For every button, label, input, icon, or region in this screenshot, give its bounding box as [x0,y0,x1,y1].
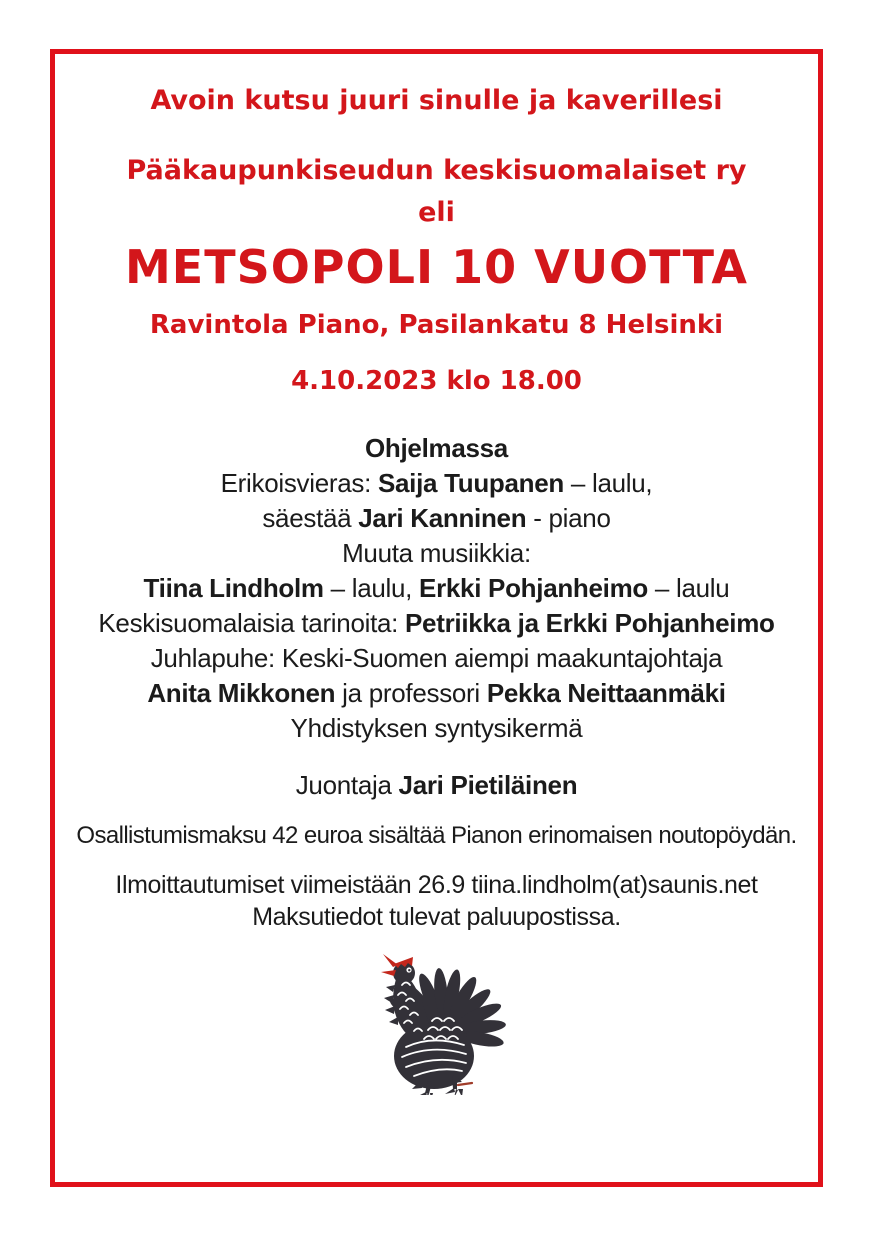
program-text: säestää [262,503,359,533]
person-name: Erkki Pohjanheimo [419,573,648,603]
program-heading: Ohjelmassa [365,433,508,463]
person-name: Pekka Neittaanmäki [486,678,726,708]
program-text: – laulu [648,573,730,603]
program-text: Yhdistyksen syntysikermä [290,713,583,743]
program-text: Keskisuomalaisia tarinoita: [98,608,406,638]
program-text: – laulu, [563,468,653,498]
program-text: ja professori [335,678,487,708]
venue-address: Ravintola Piano, Pasilankatu 8 Helsinki [149,310,724,340]
host-label: Juontaja [295,770,399,800]
person-name: Anita Mikkonen [147,678,336,708]
event-title: METSOPOLI 10 VUOTTA [125,240,748,294]
program-text: – laulu, [323,573,420,603]
program-line-speakers [55,676,818,711]
program-line-singers [55,571,818,606]
person-name: Petriikka ja Erkki Pohjanheimo [405,608,775,638]
program-text: - piano [526,503,611,533]
host-line [55,768,818,803]
registration-block [55,869,818,933]
person-name: Jari Pietiläinen [398,770,578,800]
event-datetime: 4.10.2023 klo 18.00 [291,366,582,396]
person-name: Tiina Lindholm [143,573,324,603]
organization-name: Pääkaupunkiseudun keskisuomalaiset ry [126,155,747,186]
program-line-accompanist [55,501,818,536]
program-text: Juhlapuhe: Keski-Suomen aiempi maakuntajohtaja [150,643,723,673]
program-line-speech [55,641,818,676]
program-line-special-guest [55,466,818,501]
capercaillie-logo-image [55,943,818,1095]
payment-info-line: Maksutiedot tulevat paluupostissa. [252,903,621,931]
participation-fee-line: Osallistumismaksu 42 euroa sisältää Pianon erinomaisen noutopöydän. [76,822,797,849]
person-name: Saija Tuupanen [377,468,564,498]
program-text: Muuta musiikkia: [342,538,531,568]
program-line-stories [55,606,818,641]
flyer-red-border-frame [50,49,823,1187]
invite-tagline: Avoin kutsu juuri sinulle ja kaverillesi [150,85,723,116]
program-line-other-music [55,536,818,571]
capercaillie-bird-icon [362,943,512,1095]
person-name: Jari Kanninen [358,503,527,533]
connector-word: eli [418,197,455,228]
program-line-history [55,711,818,746]
program-text: Erikoisvieras: [220,468,378,498]
registration-deadline-line: Ilmoittautumiset viimeistään 26.9 tiina.lindholm(at)saunis.net [115,871,758,899]
